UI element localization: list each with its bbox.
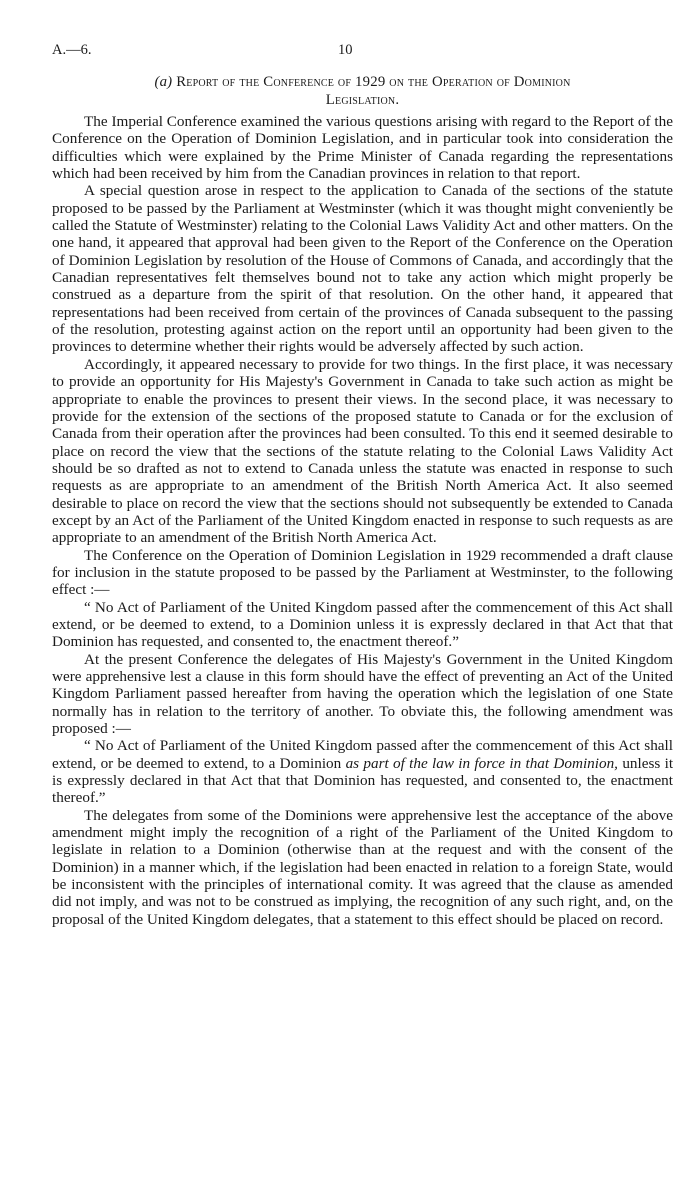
section-heading	[52, 74, 673, 109]
paragraph-1: The Imperial Conference examined the various questions arising with regard to the Report of the Conference on the Operation of Dominion Legislation, and in particular took into consideration the difficulties which were explained by the Prime Minister of Canada regarding the representations which had been received by him from the Canadian provinces in relation to that report.	[52, 113, 673, 183]
quote-amended-end: unless it is expressly declared in that Act that that Dominion has requested, and consented to, the enactment thereof.”	[52, 754, 674, 807]
quote-amended-start: “ No Act of Parliament of the United Kingdom passed after the commencement of this Act shall extend, or be deemed to extend, to a Dominion	[52, 737, 673, 772]
section-title-line2: Legislation.	[325, 91, 400, 108]
section-title-line1: Report of the Conference of 1929 on the Operation of Dominion	[176, 74, 571, 90]
paragraph-2: A special question arose in respect to the application to Canada of the sections of the statute proposed to be passed by the Parliament at Westminster (which it was thought might conveniently be called the Statute of Westminster) relating to the Colonial Laws Validity Act and other matters. On the one hand, it appeared that approval had been given to the Report of the Conference on the Operation of Dominion Legislation by resolution of the House of Commons of Canada, and accordingly that the Canadian representatives felt themselves bound not to take any action which might properly be construed as a departure from the spirit of that resolution. On the other hand, it appeared that representations had been received from certain of the provinces of Canada subsequent to the passing of the resolution, protesting against action on the report until an opportunity had been given to the provinces to determine whether their rights would be adversely affected by such action.	[52, 182, 673, 356]
paragraph-6: The delegates from some of the Dominions were apprehensive lest the acceptance of the above amendment might imply the recognition of a right of the Parliament of the United Kingdom to legislate in relation to a Dominion (otherwise than at the request and with the consent of the Dominion) in a manner which, if the legislation had been enacted in relation to a foreign State, would be inconsistent with the principles of international comity. It was agreed that the clause as amended did not imply, and was not to be construed as implying, the recognition of any such right, and, on the proposal of the United Kingdom delegates, that a statement to this effect should be placed on record.	[52, 806, 673, 928]
page-header	[52, 42, 673, 66]
document-page	[52, 42, 673, 928]
paragraph-5: At the present Conference the delegates of His Majesty's Government in the United Kingdom were apprehensive lest a clause in this form should have the effect of preventing an Act of the United Kingdom Parliament passed hereafter from having the operation which the legislation of one State normally has in relation to the territory of another. To obviate this, the following amendment was proposed :—	[52, 650, 673, 738]
paragraph-4: The Conference on the Operation of Dominion Legislation in 1929 recommended a draft clause for inclusion in the statute proposed to be passed by the Parliament at Westminster, to the following effect :—	[52, 546, 673, 599]
document-reference: A.—6.	[52, 42, 92, 58]
quote-original-clause: “ No Act of Parliament of the United Kingdom passed after the commencement of this Act shall extend, or be deemed to extend, to a Dominion unless it is expressly declared in that Act that that Dominion has requested, and consented to, the enactment thereof.”	[52, 598, 673, 651]
quote-amended-italic: as part of the law in force in that Dominion,	[345, 754, 618, 772]
paragraph-3: Accordingly, it appeared necessary to provide for two things. In the first place, it was necessary to provide an opportunity for His Majesty's Government in Canada to take such action as might be appropriate to enable the provinces to present their views. In the second place, it was necessary to provide for the extension of the sections of the proposed statute to Canada or for the exclusion of Canada from their operation after the provinces had been consulted. To this end it seemed desirable to place on record the view that the sections of the statute relating to the Colonial Laws Validity Act should be so drafted as not to extend to Canada unless the statute was enacted in response to such requests as are appropriate to an amendment of the British North America Act. It also seemed desirable to place on record the view that the sections should not subsequently be extended to Canada except by an Act of the Parliament of the United Kingdom enacted in response to such requests as are appropriate to an amendment of the British North America Act.	[52, 355, 673, 547]
quote-amended-clause	[52, 737, 673, 806]
page-number: 10	[338, 42, 353, 58]
section-marker: (a)	[154, 74, 173, 90]
